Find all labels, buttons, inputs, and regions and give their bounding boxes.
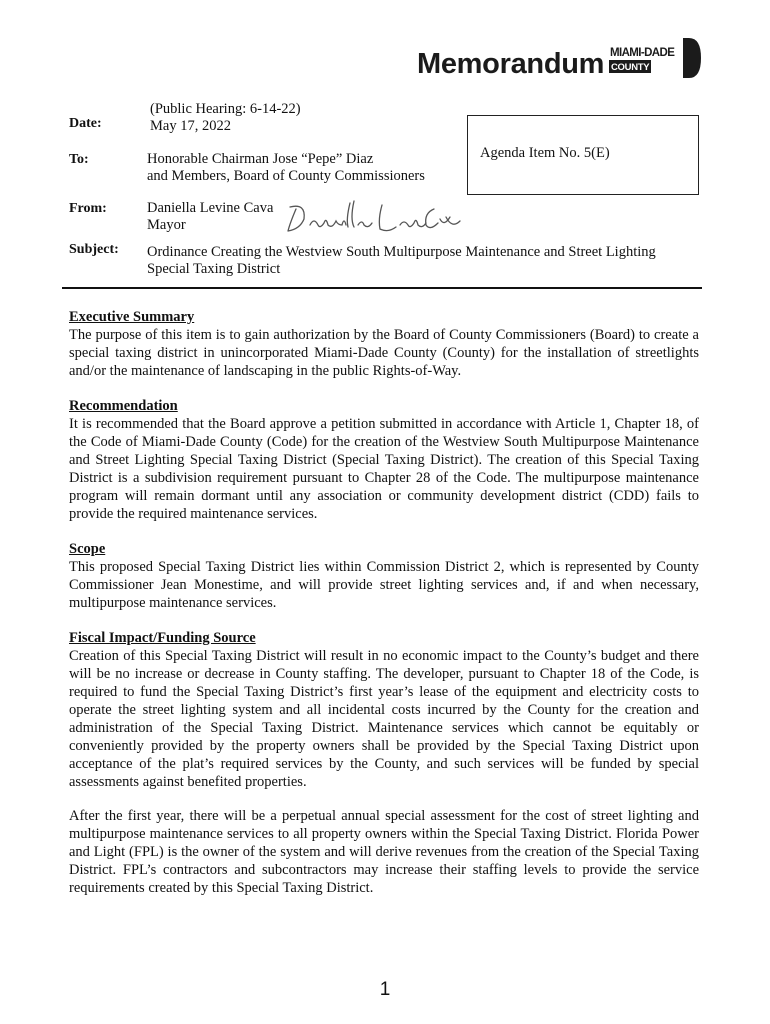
header-divider	[62, 287, 702, 289]
from-title: Mayor	[147, 217, 186, 233]
miami-dade-county-logo	[609, 38, 701, 78]
memo-date: May 17, 2022	[150, 118, 231, 134]
recommendation-section	[69, 397, 699, 523]
to-label: To:	[69, 152, 89, 167]
memo-title: Memorandum	[417, 48, 605, 80]
executive-summary-section	[69, 308, 699, 380]
executive-summary-heading: Executive Summary	[69, 309, 195, 325]
fiscal-impact-section	[69, 629, 699, 791]
agenda-item-box	[467, 115, 699, 195]
logo-miami-dade-text: MIAMI-DADE	[610, 47, 675, 59]
annual-assessment-text: After the first year, there will be a perpetual annual special assessment for the cost of street lighting and multipurpose maintenance services to all property owners within the Special Taxing District. Florida Power and Light (FPL) is the owner of the system and will derive revenues from the creation of the Special Taxing District. FPL’s contractors and subcontractors may increase their staffing levels to provide the service requirements created by this Special Taxing District.	[69, 808, 699, 896]
executive-summary-text: The purpose of this item is to gain authorization by the Board of County Commissioners (Board) to create a special taxing district in unincorporated Miami-Dade County (County) for the installation of streetlights and/or the maintenance of landscaping in the public Rights-of-Way.	[69, 327, 699, 379]
fiscal-impact-heading: Fiscal Impact/Funding Source	[69, 630, 256, 646]
scope-section	[69, 540, 699, 612]
subject-label: Subject:	[69, 242, 119, 257]
to-recipient-line1: Honorable Chairman Jose “Pepe” Diaz	[147, 151, 374, 167]
fiscal-impact-text: Creation of this Special Taxing District will result in no economic impact to the County’s budget and there will be no increase or decrease in County staffing. The developer, pursuant to Chapter 18 of the Code, is required to fund the Special Taxing District’s first year’s lease of the equipment and electricity costs to operate the street lighting system and all incidental costs incurred by the County for the creation and administration of the Special Taxing District. Maintenance services which cannot be equitably or conveniently provided by the property owners shall be provided by the Special Taxing District upon acceptance of the plat’s required services by the County, and such services will be funded by special assessments against benefited properties.	[69, 648, 699, 790]
from-label: From:	[69, 201, 107, 216]
annual-assessment-section	[69, 807, 699, 897]
recommendation-heading: Recommendation	[69, 398, 178, 414]
from-name: Daniella Levine Cava	[147, 200, 274, 216]
scope-text: This proposed Special Taxing District lies within Commission District 2, which is represented by County Commissioner Jean Monestime, and will provide street lighting services and, if and when necessary, multipurpose maintenance services.	[69, 559, 699, 611]
recommendation-text: It is recommended that the Board approve a petition submitted in accordance with Article 1, Chapter 18, of the Code of Miami-Dade County (Code) for the creation of the Westview South Multipurpose Maintenance and Street Lighting Special Taxing District (Special Taxing District). The creation of this Special Taxing District is a subdivision requirement pursuant to Chapter 28 of the Code. The multipurpose maintenance program will remain dormant until any association or community development district (CDD) fails to provide the required maintenance services.	[69, 416, 699, 522]
subject-line2: Special Taxing District	[147, 261, 281, 277]
public-hearing-note: (Public Hearing: 6-14-22)	[150, 101, 301, 117]
scope-heading: Scope	[69, 541, 106, 557]
mayor-signature	[284, 195, 464, 239]
logo-county-text: COUNTY	[611, 62, 650, 73]
agenda-item-number: Agenda Item No. 5(E)	[480, 145, 610, 161]
subject-line1: Ordinance Creating the Westview South Multipurpose Maintenance and Street Lighting	[147, 244, 656, 260]
date-label: Date:	[69, 116, 102, 131]
page-number: 1	[379, 979, 391, 1000]
to-recipient-line2: and Members, Board of County Commissioners	[147, 168, 425, 184]
